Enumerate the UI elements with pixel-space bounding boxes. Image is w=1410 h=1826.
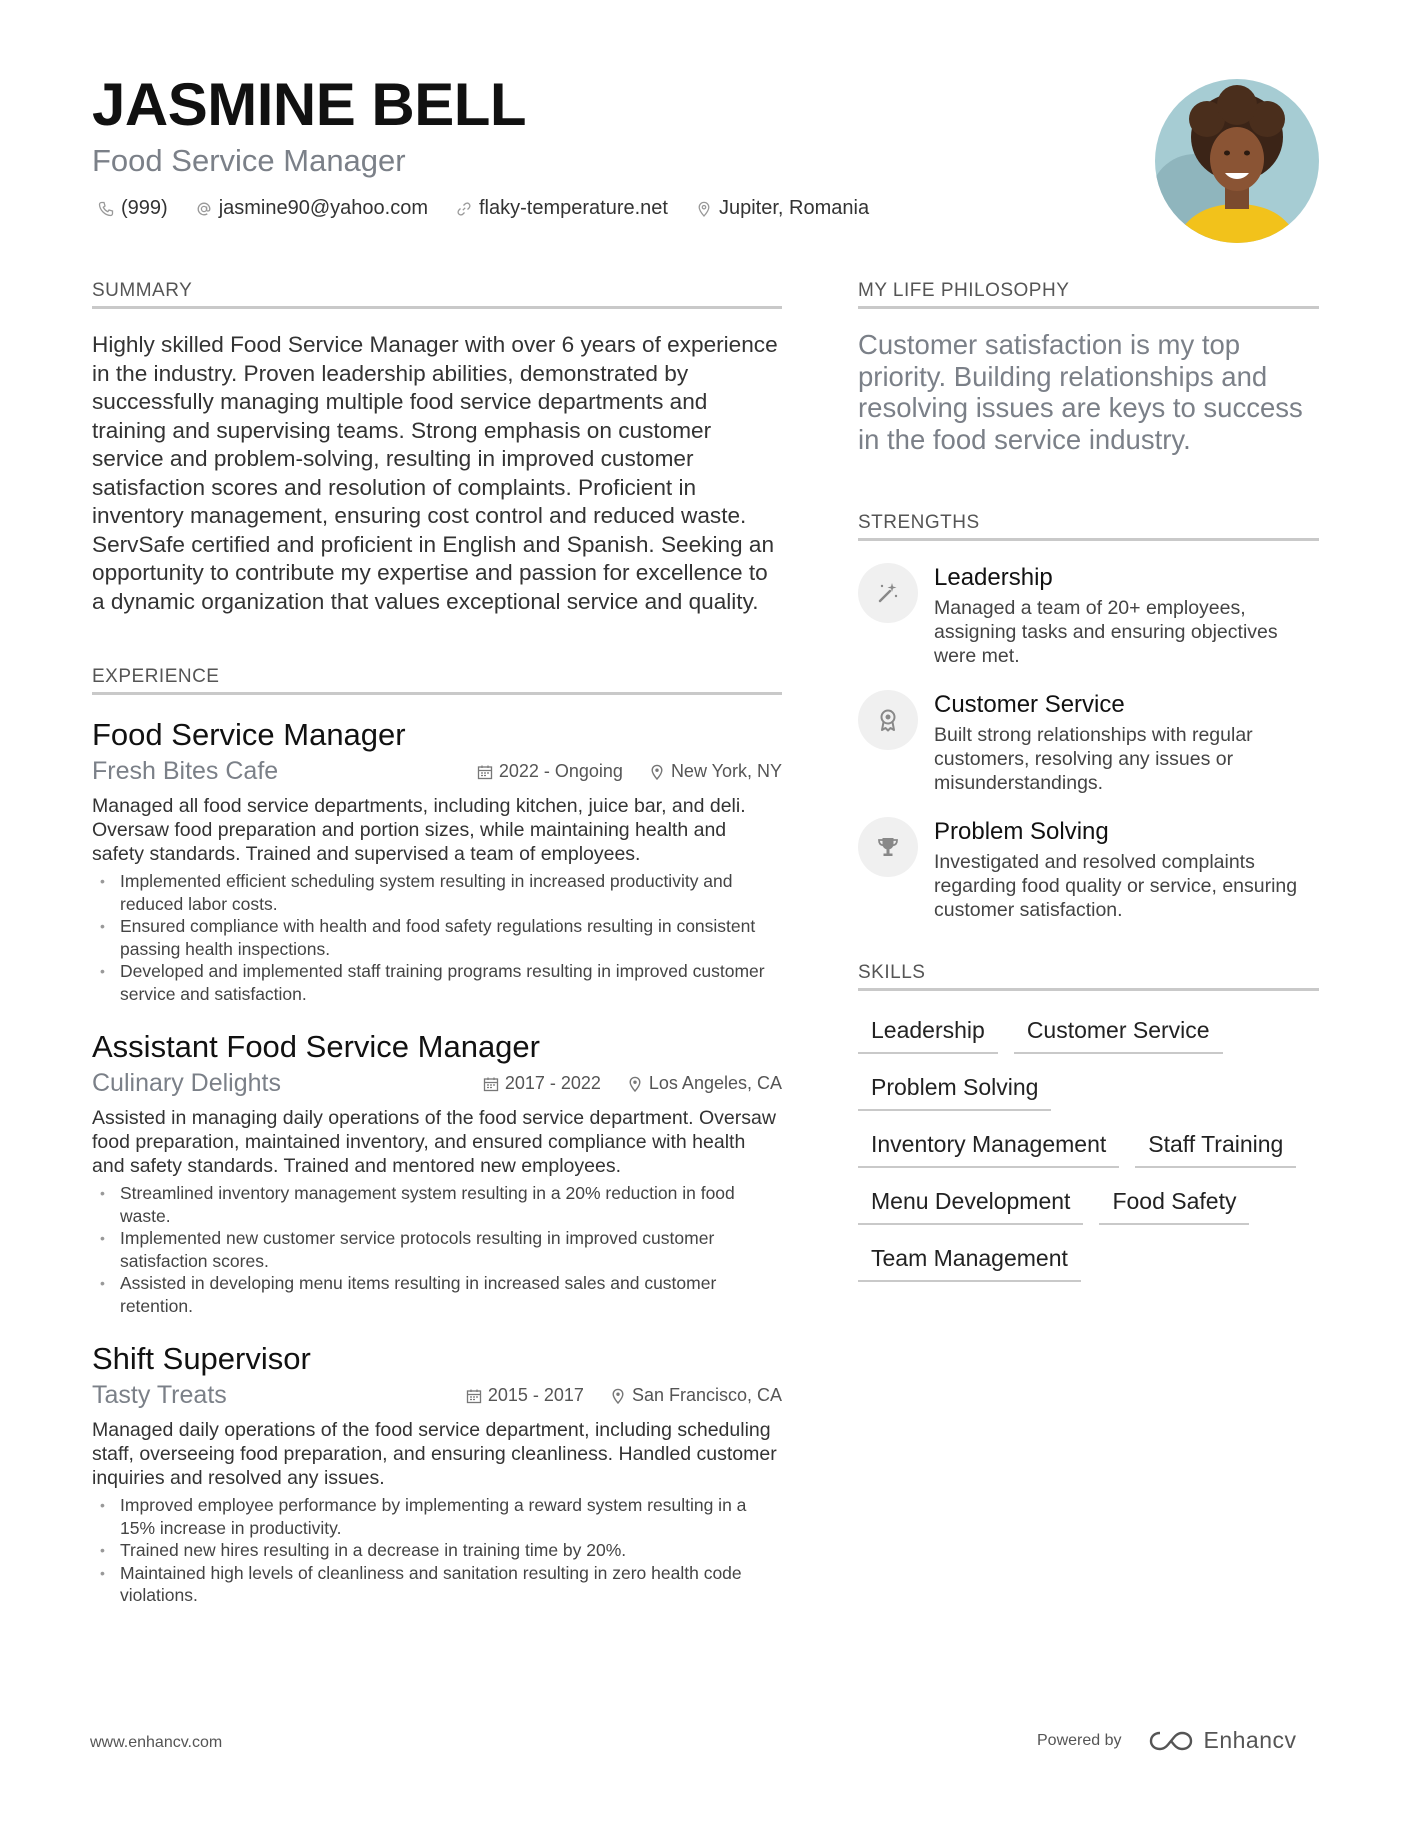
philosophy-text: Customer satisfaction is my top priority. Building relationships and resolving issues are keys to success in the food service industry. [858,329,1303,455]
achievement-item: • Implemented new customer service protocols resulting in improved customer satisfaction scores. [92,1227,782,1272]
location-icon [649,764,665,780]
award-ribbon-icon [875,707,901,733]
contact-bar [98,197,869,220]
location-icon [610,1388,626,1404]
location-icon [696,201,712,217]
location-icon [627,1076,643,1092]
achievement-item: • Implemented efficient scheduling system resulting in increased productivity and reduced labor costs. [92,870,782,915]
powered-by-label: Powered by [1037,1731,1122,1749]
job-title: Shift Supervisor [92,1341,311,1376]
achievement-item: • Assisted in developing menu items resulting in increased sales and customer retention. [92,1272,782,1317]
achievement-item: • Improved employee performance by implementing a reward system resulting in a 15% increase in productivity. [92,1494,782,1539]
footer-branding [1037,1727,1297,1754]
contact-phone-text: (999) [121,197,168,219]
skill-tag: Staff Training [1135,1125,1296,1168]
job-location: New York, NY [670,761,782,781]
job-dates: 2017 - 2022 [504,1073,601,1093]
experience-entry [92,1029,782,1317]
experience-entry [92,1341,782,1607]
brand-name: Enhancv [1203,1727,1297,1753]
skill-tag: Menu Development [858,1182,1083,1225]
job-achievements [92,1494,782,1607]
experience-entry [92,717,782,1005]
job-achievements [92,1182,782,1317]
job-dates: 2022 - Ongoing [498,761,623,781]
phone-icon [98,201,114,217]
contact-location [696,197,869,220]
job-location: Los Angeles, CA [648,1073,782,1093]
skill-tag: Team Management [858,1239,1081,1282]
enhancv-logo-icon [1148,1729,1194,1753]
contact-website-text: flaky-temperature.net [479,197,668,219]
company-name: Fresh Bites Cafe [92,757,279,785]
job-dates: 2015 - 2017 [487,1385,584,1405]
job-title: Assistant Food Service Manager [92,1029,540,1064]
skill-tag: Problem Solving [858,1068,1051,1111]
achievement-item: • Trained new hires resulting in a decrease in training time by 20%. [92,1539,782,1562]
skills-heading: SKILLS [858,962,1319,991]
skill-tag: Leadership [858,1011,998,1054]
strength-title: Problem Solving [934,818,1109,845]
left-column [92,280,782,1631]
company-name: Culinary Delights [92,1069,281,1097]
achievement-item: • Maintained high levels of cleanliness and sanitation resulting in zero health code violations. [92,1562,782,1607]
skill-tag: Food Safety [1099,1182,1249,1225]
strength-title: Leadership [934,564,1053,591]
company-name: Tasty Treats [92,1381,227,1409]
trophy-icon [875,834,901,860]
link-icon [456,201,472,217]
calendar-icon [466,1388,482,1404]
skill-tag: Inventory Management [858,1125,1119,1168]
strength-item [858,690,1319,795]
strength-title: Customer Service [934,691,1125,718]
strength-description: Investigated and resolved complaints regarding food quality or service, ensuring customer satisfaction. [934,851,1298,921]
candidate-name: JASMINE BELL [92,71,527,138]
contact-phone[interactable] [98,197,168,220]
strength-item [858,817,1319,922]
job-description: Managed daily operations of the food service department, including scheduling staff, overseeing food preparation, and ensuring cleanliness. Handled customer inquiries and resolved any issues. [92,1419,777,1489]
achievement-item: • Developed and implemented staff training programs resulting in improved customer service and satisfaction. [92,960,782,1005]
experience-heading: EXPERIENCE [92,666,782,695]
strength-item [858,563,1319,668]
skill-tag: Customer Service [1014,1011,1223,1054]
strengths-heading: STRENGTHS [858,512,1319,541]
profile-photo [1155,79,1319,243]
calendar-icon [483,1076,499,1092]
footer-website-link[interactable]: www.enhancv.com [90,1734,223,1751]
job-achievements [92,870,782,1005]
contact-email[interactable] [196,197,428,220]
contact-email-text: jasmine90@yahoo.com [218,197,428,219]
job-description: Managed all food service departments, including kitchen, juice bar, and deli. Oversaw food preparation and portion sizes, while maintaining health and safety standards. Trained and supervised a team of employees. [92,795,746,865]
summary-text: Highly skilled Food Service Manager with over 6 years of experience in the industry. Proven leadership abilities, demonstrated by successfully managing multiple food service departments and training and supervising teams. Strong emphasis on customer service and problem-solving, resulting in improved customer satisfaction scores and resolution of complaints. Proficient in inventory management, ensuring cost control and reduced waste. ServSafe certified and proficient in English and Spanish. Seeking an opportunity to contribute my expertise and passion for excellence to a dynamic organization that values exceptional service and quality. [92,332,778,614]
achievement-item: • Streamlined inventory management system resulting in a 20% reduction in food waste. [92,1182,782,1227]
contact-website[interactable] [456,197,668,220]
contact-location-text: Jupiter, Romania [718,197,870,219]
at-icon [196,201,212,217]
job-location: San Francisco, CA [631,1385,782,1405]
summary-heading: SUMMARY [92,280,782,309]
candidate-role: Food Service Manager [92,143,406,178]
magic-wand-icon [875,580,901,606]
job-title: Food Service Manager [92,717,406,752]
job-description: Assisted in managing daily operations of the food service department. Oversaw food preparation, maintained inventory, and ensured compliance with health and safety standards. Trained and mentored new employees. [92,1107,776,1177]
skills-list [858,1011,1319,1282]
strength-description: Managed a team of 20+ employees, assigning tasks and ensuring objectives were met. [934,597,1278,667]
achievement-item: • Ensured compliance with health and food safety regulations resulting in consistent passing health inspections. [92,915,782,960]
philosophy-heading: MY LIFE PHILOSOPHY [858,280,1319,309]
strength-description: Built strong relationships with regular customers, resolving any issues or misunderstandings. [934,724,1253,794]
calendar-icon [477,764,493,780]
enhancv-brand[interactable] [1148,1727,1297,1754]
right-column [858,280,1319,1282]
